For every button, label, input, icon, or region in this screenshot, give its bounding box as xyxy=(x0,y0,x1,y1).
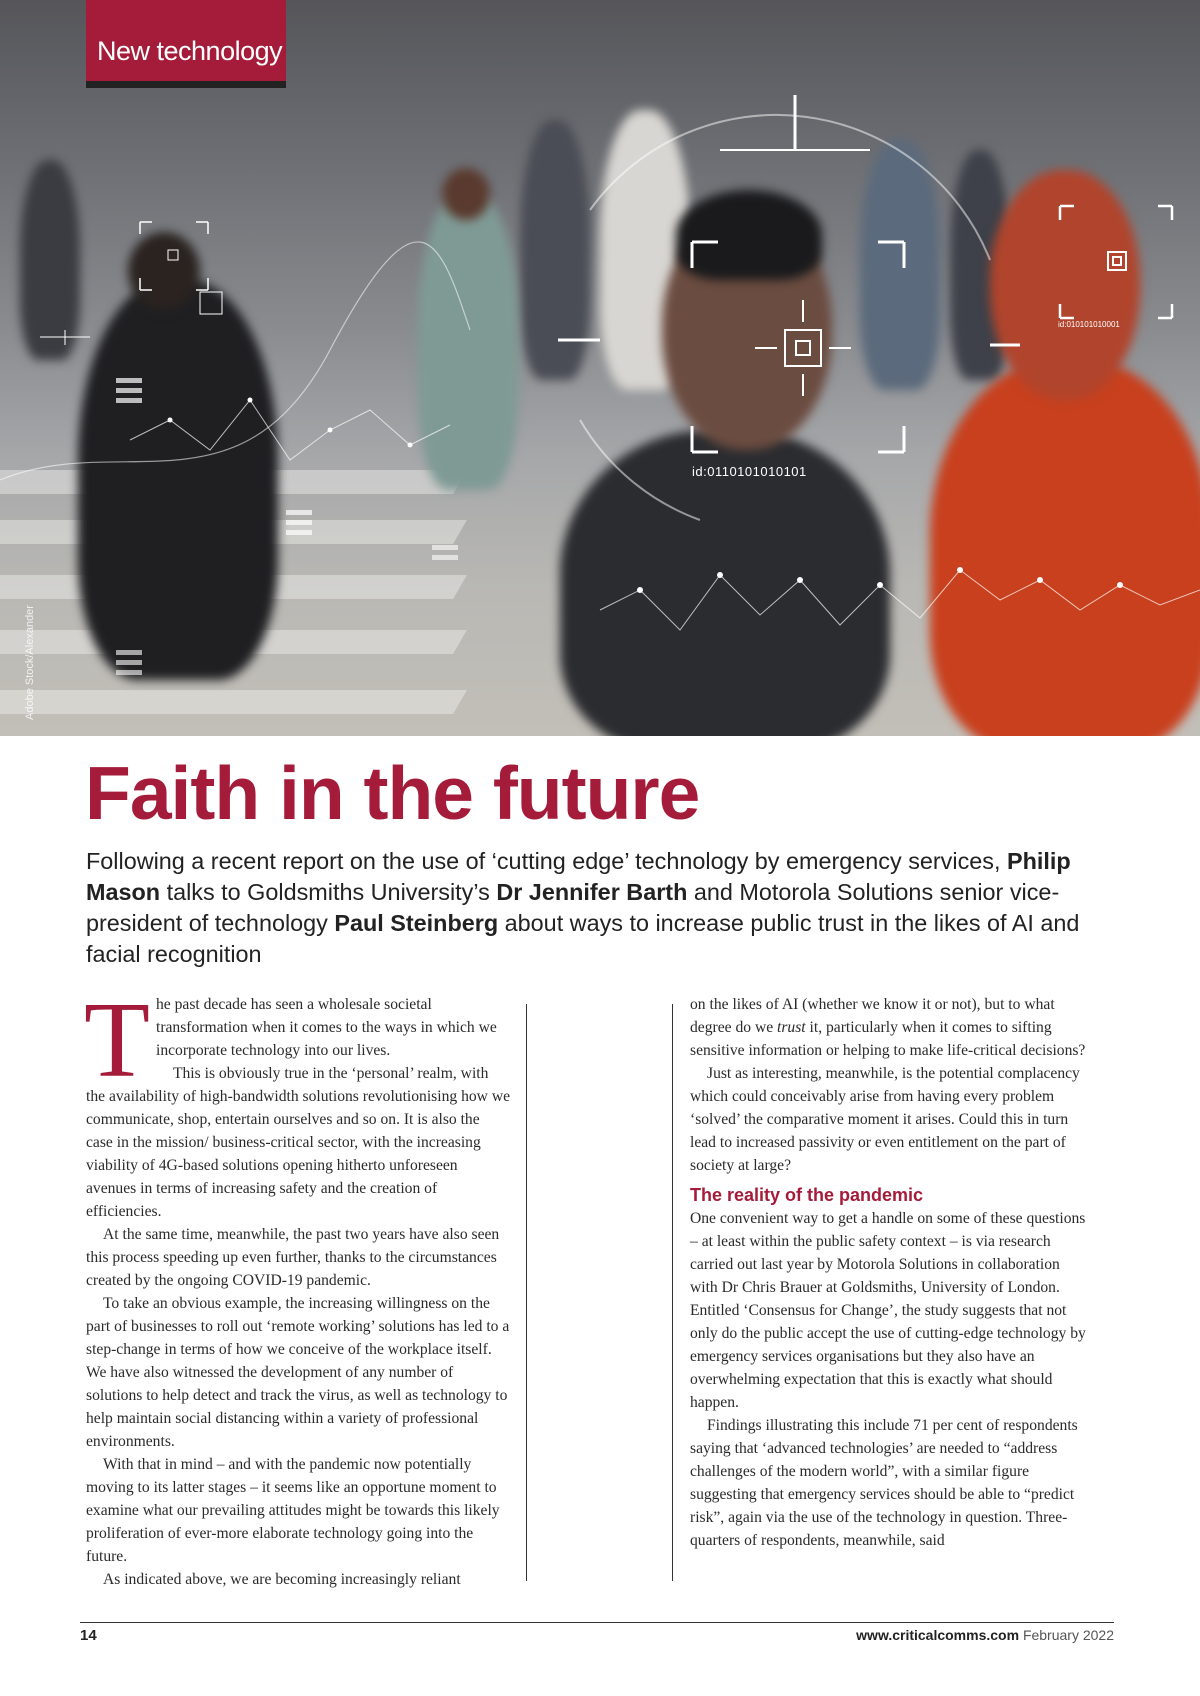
footer-info xyxy=(856,1627,1114,1643)
article-title: Faith in the future xyxy=(85,751,700,835)
issue-date: February 2022 xyxy=(1022,1627,1114,1643)
body-column-left xyxy=(84,981,511,1591)
facial-recognition-overlay xyxy=(0,0,1200,736)
interviewee-name: Dr Jennifer Barth xyxy=(496,879,688,905)
interviewee-name: Paul Steinberg xyxy=(334,910,499,936)
section-label: New technology xyxy=(97,36,283,66)
photo-credit: Adobe Stock/Alexander xyxy=(24,605,36,720)
paragraph xyxy=(84,981,510,1100)
paragraph: This is obviously true in the ‘personal’ realm, with the availability of high-bandwidth solutions revolutionising how we communicate, shop, entertain ourselves and so on. It is also the case in the mission/ business-critical sector, with the increasing viability of 4G-based solutions opening hitherto unforeseen avenues in terms of increasing safety and the creation of efficiencies. xyxy=(86,1065,511,1220)
standfirst-text: and Motorola Solutions senior vice-president of technology xyxy=(86,879,1060,936)
hero-image xyxy=(0,0,1200,736)
column-rule xyxy=(672,1004,673,1581)
paragraph xyxy=(690,993,1088,1062)
author-name: Philip Mason xyxy=(86,848,1071,905)
column-rule xyxy=(526,1004,527,1581)
site-url[interactable]: www.criticalcomms.com xyxy=(856,1627,1020,1643)
paragraph: At the same time, meanwhile, the past two years have also seen this process speeding up even further, thanks to the circumstances created by the ongoing COVID-19 pandemic. xyxy=(86,1226,500,1289)
drop-cap: T xyxy=(84,981,150,1100)
standfirst-text: Following a recent report on the use of ‘cutting edge’ technology by emergency services, xyxy=(86,848,1007,874)
paragraph: Just as interesting, meanwhile, is the potential complacency which could conceivably arise from having every problem ‘solved’ the comparative moment it arises. Could this in turn lead to increased passivity or even entitlement on the part of society at large? xyxy=(690,1065,1080,1174)
body-column-right xyxy=(690,993,1088,1552)
standfirst-text: about ways to increase public trust in the likes of AI and facial recognition xyxy=(86,910,1080,967)
section-tab xyxy=(86,0,286,88)
paragraph: To take an obvious example, the increasing willingness on the part of businesses to roll out ‘remote working’ solutions has led to a step-change in terms of how we conceive of the workplace itself. We have also witnessed the development of any number of solutions to help detect and track the virus, as well as technology to help maintain social distancing within a variety of professional environments. xyxy=(86,1295,510,1450)
page-number: 14 xyxy=(80,1627,97,1644)
paragraph-text: on the likes of AI (whether we know it or not), but to what degree do we xyxy=(690,996,1055,1036)
paragraph: Findings illustrating this include 71 per cent of respondents saying that ‘advanced technologies’ are needed to “address challenges of the modern world”, with a similar figure suggesting that emergency services should be able to “predict risk”, again via the use of the technology in question. Three-quarters of respondents, meanwhile, said xyxy=(690,1417,1078,1549)
face-id-label: id:0110101010101 xyxy=(692,464,807,479)
paragraph-text: he past decade has seen a wholesale societal transformation when it comes to the ways in which we incorporate technology into our lives. xyxy=(155,996,497,1059)
paragraph: One convenient way to get a handle on some of these questions – at least within the public safety context – is via research carried out last year by Motorola Solutions in collaboration with Dr Chris Brauer at Goldsmiths, University of London. Entitled ‘Consensus for Change’, the study suggests that not only do the public accept the use of cutting-edge technology by emergency services organisations but they also have an overwhelming expectation that this is exactly what should happen. xyxy=(690,1210,1086,1411)
standfirst-text: talks to Goldsmiths University’s xyxy=(160,879,497,905)
footer-rule xyxy=(80,1622,1114,1623)
standfirst xyxy=(86,846,1136,970)
subheading: The reality of the pandemic xyxy=(690,1185,924,1205)
paragraph: With that in mind – and with the pandemic now potentially moving to its latter stages – it seems like an opportune moment to examine what our prevailing attitudes might be towards this likely proliferation of ever-more elaborate technology going into the future. xyxy=(86,1456,500,1565)
face-id-label-secondary: id:010101010001 xyxy=(1058,320,1120,329)
paragraph: As indicated above, we are becoming increasingly reliant xyxy=(103,1571,461,1588)
paragraph-text: it, particularly when it comes to sifting sensitive information or helping to make life-critical decisions? xyxy=(690,1019,1086,1059)
emphasis: trust xyxy=(777,1019,806,1036)
